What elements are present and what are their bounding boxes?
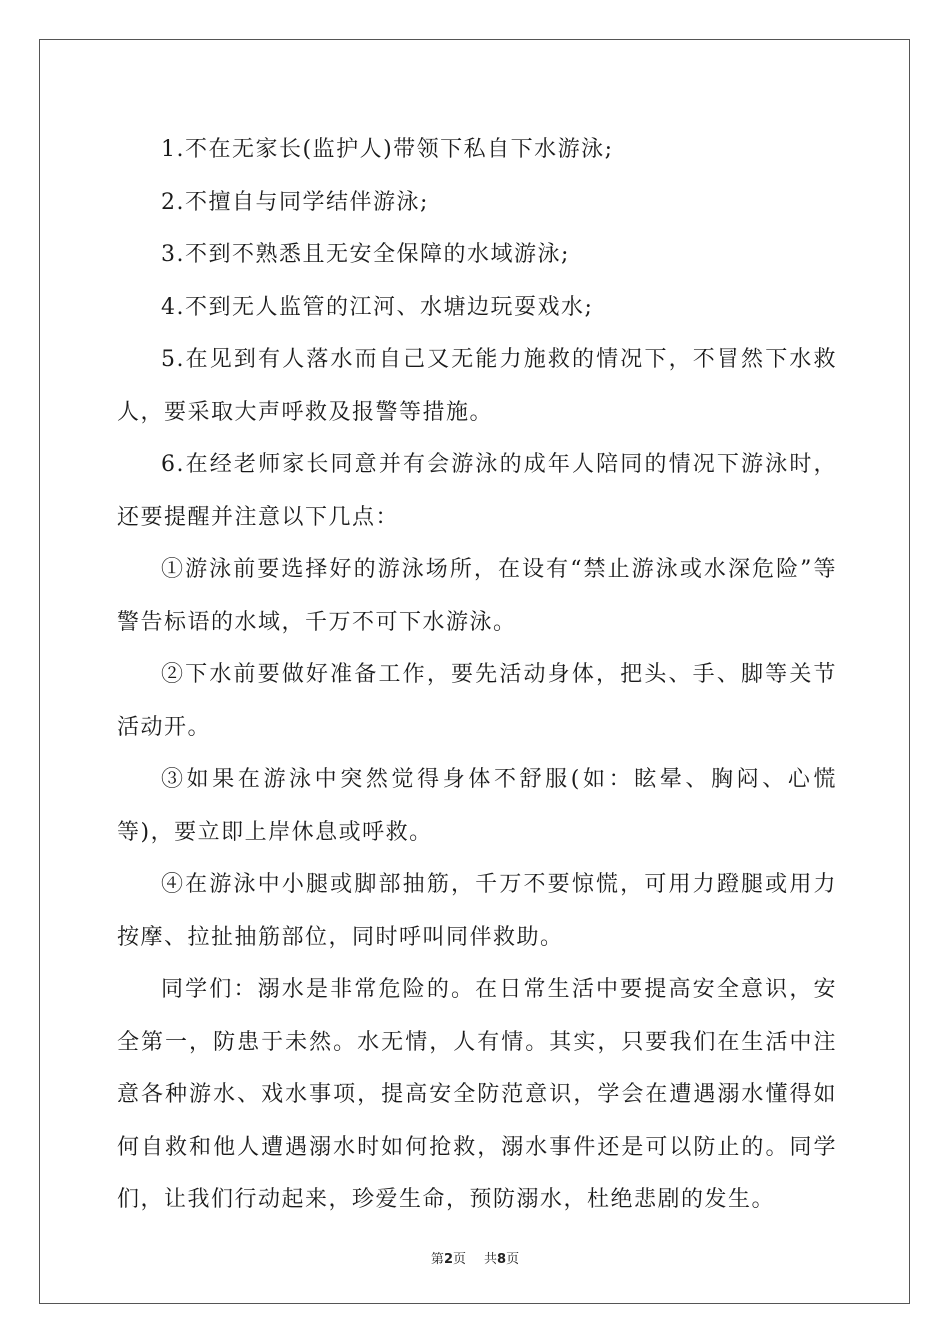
paragraph-tip-3: ③如果在游泳中突然觉得身体不舒服(如：眩晕、胸闷、心慌等)，要立即上岸休息或呼救。 <box>117 767 837 845</box>
document-body <box>117 124 837 1227</box>
paragraph-conclusion: 同学们：溺水是非常危险的。在日常生活中要提高安全意识，安全第一，防患于未然。水无情，人有情。其实，只要我们在生活中注意各种游水、戏水事项，提高安全防范意识，学会在遭遇溺水懂得如何自救和他人遭遇溺水时如何抢救，溺水事件还是可以防止的。同学们，让我们行动起来，珍爱生命，预防溺水，杜绝悲剧的发生。 <box>117 977 837 1212</box>
total-prefix: 共 <box>484 1252 498 1267</box>
paragraph-rule-3: 3.不到不熟悉且无安全保障的水域游泳; <box>161 242 570 267</box>
total-suffix: 页 <box>506 1252 520 1267</box>
page-suffix: 页 <box>452 1252 466 1267</box>
paragraph-rule-2: 2.不擅自与同学结伴游泳; <box>161 189 429 215</box>
page-footer <box>0 1248 950 1267</box>
paragraph-rule-6: 6.在经老师家长同意并有会游泳的成年人陪同的情况下游泳时，还要提醒并注意以下几点： <box>117 452 837 530</box>
paragraph-tip-2: ②下水前要做好准备工作，要先活动身体，把头、手、脚等关节活动开。 <box>117 662 837 740</box>
paragraph-tip-4: ④在游泳中小腿或脚部抽筋，千万不要惊慌，可用力蹬腿或用力按摩、拉扯抽筋部位，同时呼叫同伴救助。 <box>117 872 837 950</box>
paragraph-rule-1: 1.不在无家长(监护人)带领下私自下水游泳; <box>161 137 614 162</box>
page-number: 2 <box>443 1252 453 1267</box>
paragraph-rule-4: 4.不到无人监管的江河、水塘边玩耍戏水; <box>161 294 594 320</box>
page-prefix: 第 <box>430 1252 444 1267</box>
paragraph-rule-5: 5.在见到有人落水而自己又无能力施救的情况下，不冒然下水救人，要采取大声呼救及报警等措施。 <box>117 347 837 425</box>
total-pages: 8 <box>497 1252 507 1267</box>
paragraph-tip-1: ①游泳前要选择好的游泳场所，在设有“禁止游泳或水深危险”等警告标语的水域，千万不可下水游泳。 <box>117 557 837 635</box>
